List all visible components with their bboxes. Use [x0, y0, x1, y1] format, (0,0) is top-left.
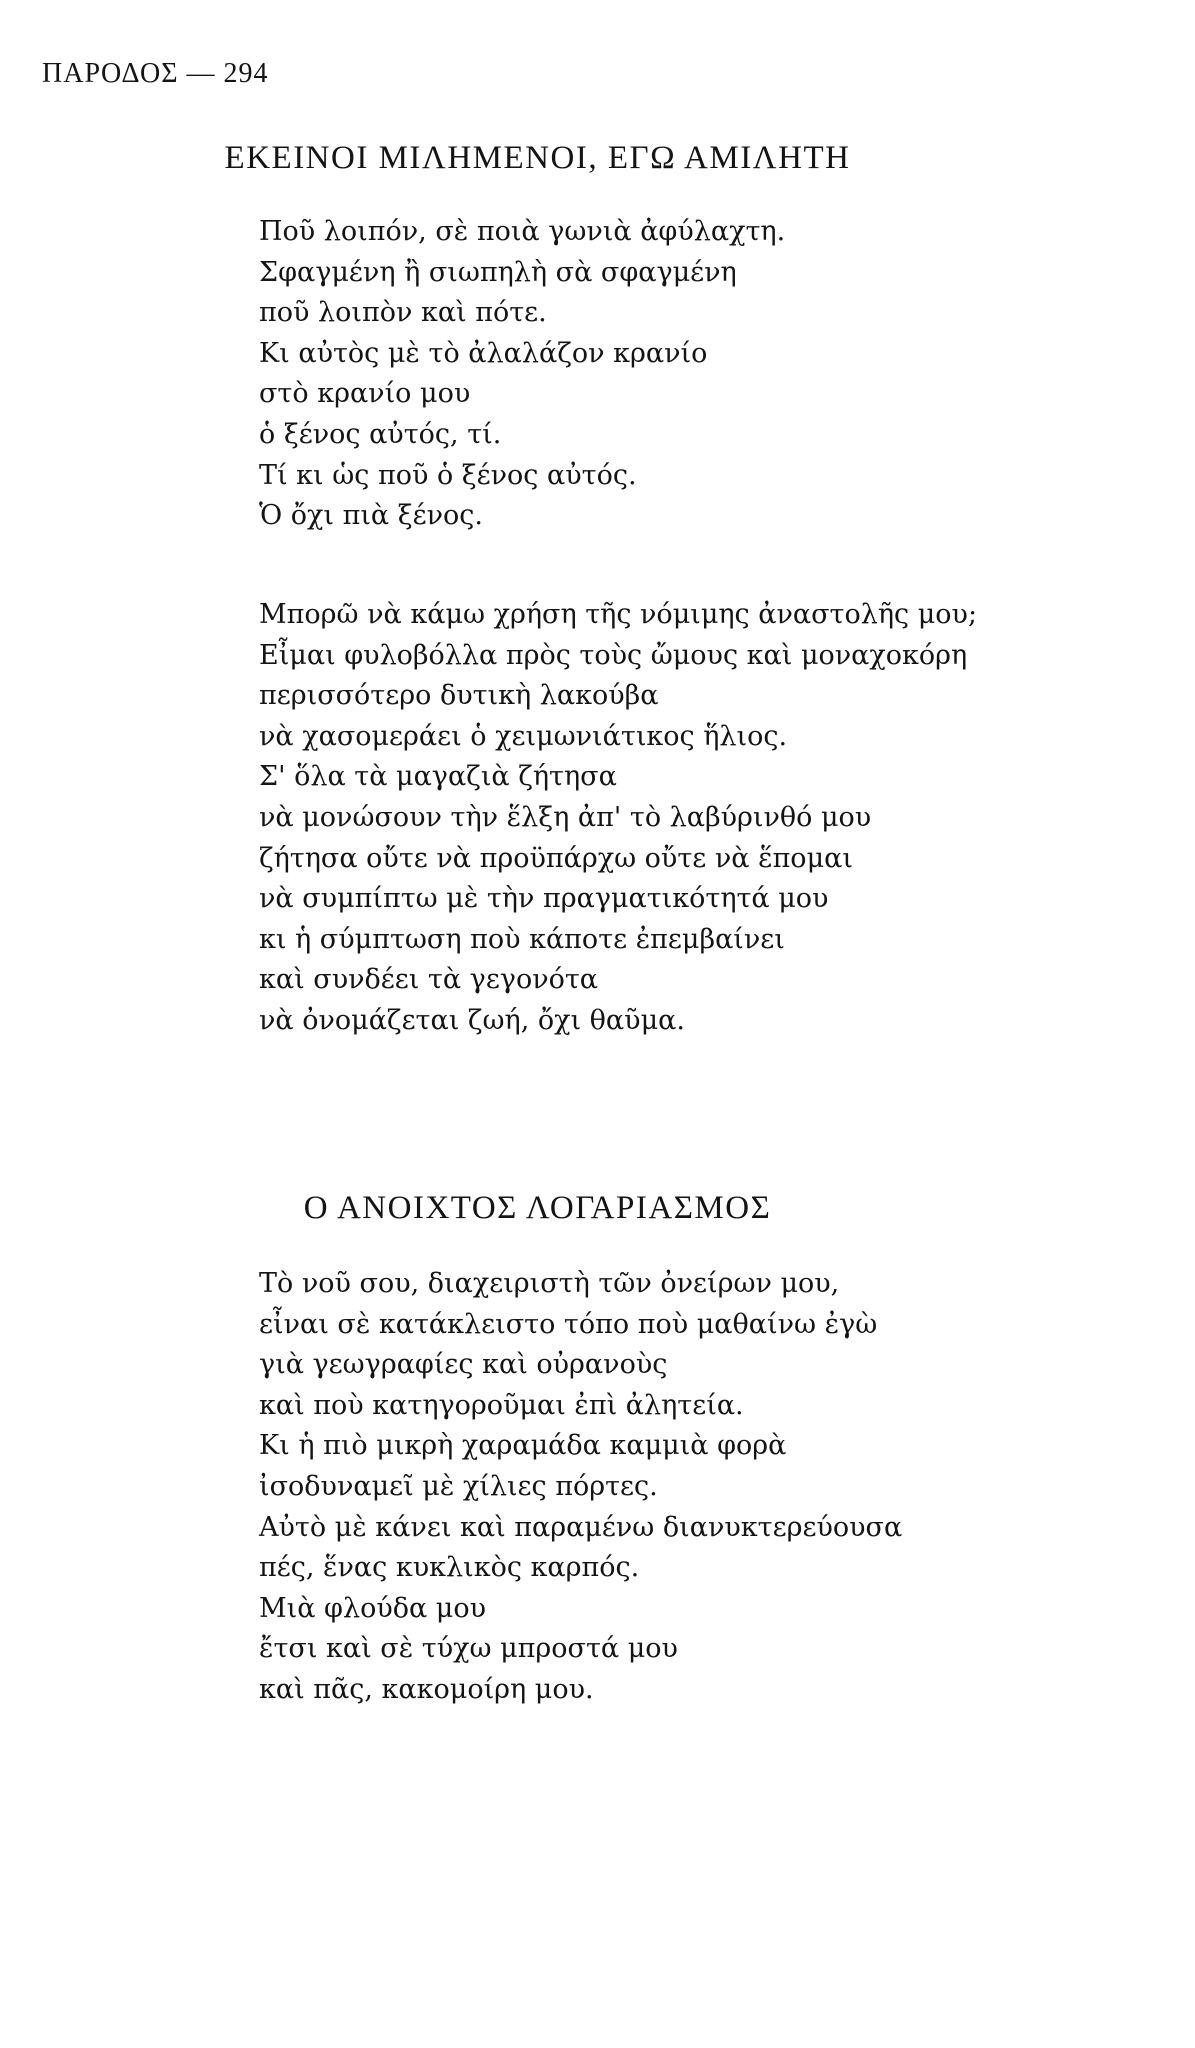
verse-line: Αὐτὸ μὲ κάνει καὶ παραμένω διανυκτερεύουσα	[259, 1511, 903, 1543]
verse-line: ζήτησα οὔτε νὰ προϋπάρχω οὔτε νὰ ἕπομαι	[259, 842, 853, 874]
verse-line: ποῦ λοιπὸν καὶ πότε.	[259, 297, 547, 329]
verse-line: νὰ χασομεράει ὁ χειμωνιάτικος ἥλιος.	[259, 720, 788, 752]
poem-title-1: ΕΚΕΙΝΟΙ ΜΙΛΗΜΕΝΟΙ, ΕΓΩ ΑΜΙΛΗΤΗ	[224, 140, 851, 176]
verse-line: καὶ ποὺ κατηγοροῦμαι ἐπὶ ἀλητεία.	[259, 1389, 744, 1421]
verse-line: καὶ συνδέει τὰ γεγονότα	[259, 964, 599, 996]
verse-line: Τί κι ὡς ποῦ ὁ ξένος αὐτός.	[259, 459, 637, 491]
verse-line: Σφαγμένη ἢ σιωπηλὴ σὰ σφαγμένη	[259, 256, 737, 288]
verse-line: Εἶμαι φυλοβόλλα πρὸς τοὺς ὤμους καὶ μοναχοκόρη	[259, 639, 968, 671]
verse-line: ἔτσι καὶ σὲ τύχω μπροστά μου	[259, 1633, 678, 1665]
verse-line: Κι αὐτὸς μὲ τὸ ἀλαλάζον κρανίο	[259, 337, 708, 369]
verse-line: κι ἡ σύμπτωση ποὺ κάποτε ἐπεμβαίνει	[259, 923, 785, 955]
verse-line: ὁ ξένος αὐτός, τί.	[259, 418, 502, 450]
verse-line: νὰ μονώσουν τὴν ἕλξη ἀπ' τὸ λαβύρινθό μου	[259, 801, 872, 833]
verse-line: εἶναι σὲ κατάκλειστο τόπο ποὺ μαθαίνω ἐγὼ	[259, 1308, 878, 1340]
verse-line: Σ' ὅλα τὰ μαγαζιὰ ζήτησα	[259, 761, 617, 793]
poem-title-2: Ο ΑΝΟΙΧΤΟΣ ΛΟΓΑΡΙΑΣΜΟΣ	[303, 1190, 772, 1226]
verse-line: ἰσοδυναμεῖ μὲ χίλιες πόρτες.	[259, 1470, 658, 1502]
verse-line: νὰ ὀνομάζεται ζωή, ὄχι θαῦμα.	[259, 1004, 685, 1036]
verse-line: καὶ πᾶς, κακομοίρη μου.	[259, 1673, 594, 1705]
verse-line: Μιὰ φλούδα μου	[259, 1592, 487, 1624]
poem1-stanza-1	[259, 212, 785, 537]
poem2-stanza-1	[259, 1264, 902, 1711]
verse-line: Μπορῶ νὰ κάμω χρήση τῆς νόμιμης ἀναστολῆς μου;	[259, 599, 978, 630]
verse-line: νὰ συμπίπτω μὲ τὴν πραγματικότητά μου	[259, 883, 829, 915]
poem1-stanza-2	[259, 595, 977, 1042]
verse-line: Κι ἡ πιὸ μικρὴ χαραμάδα καμμιὰ φορὰ	[259, 1430, 787, 1462]
verse-line: Τὸ νοῦ σου, διαχειριστὴ τῶν ὀνείρων μου,	[259, 1268, 840, 1299]
verse-line: Ὁ ὄχι πιὰ ξένος.	[259, 500, 483, 532]
verse-line: πές, ἕνας κυκλικὸς καρπός.	[259, 1552, 640, 1584]
verse-line: γιὰ γεωγραφίες καὶ οὐρανοὺς	[259, 1349, 668, 1381]
running-head: ΠΑΡΟΔΟΣ — 294	[42, 58, 269, 89]
verse-line: στὸ κρανίο μου	[259, 378, 471, 410]
verse-line: Ποῦ λοιπόν, σὲ ποιὰ γωνιὰ ἀφύλαχτη.	[259, 216, 786, 247]
verse-line: περισσότερο δυτικὴ λακούβα	[259, 680, 659, 712]
